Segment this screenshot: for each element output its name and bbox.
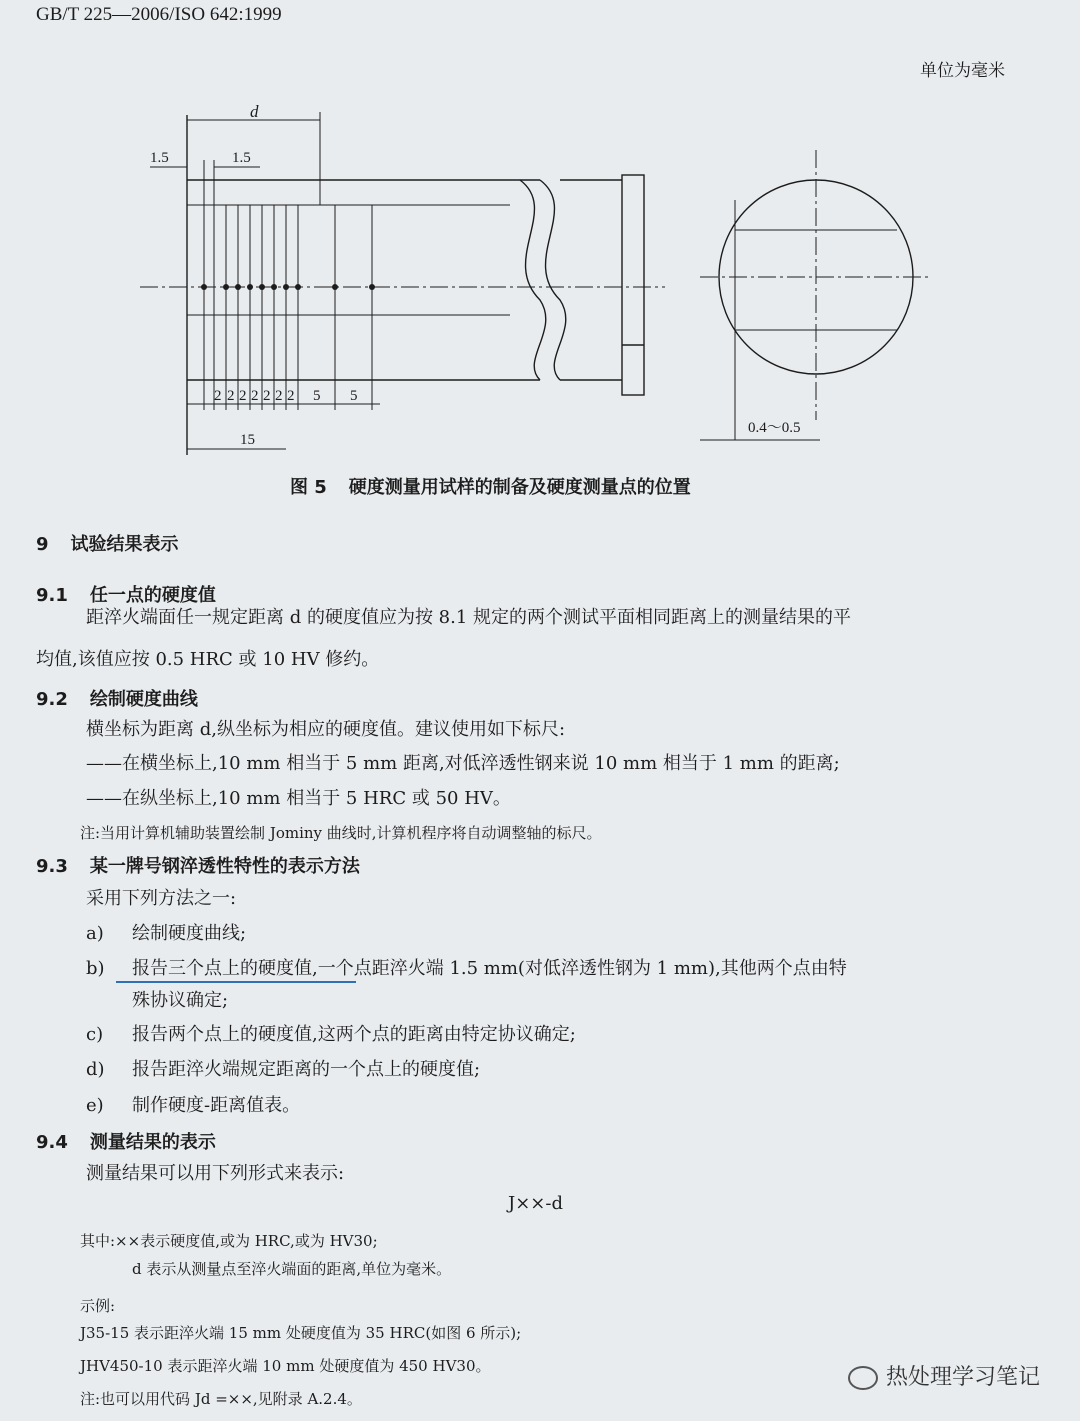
formula-where-2: d 表示从测量点至淬火端面的距离,单位为毫米。 [132, 1260, 452, 1278]
specimen-flange [622, 175, 644, 395]
wechat-icon [848, 1366, 878, 1390]
formula-where-1: 其中:××表示硬度值,或为 HRC,或为 HV30; [80, 1232, 378, 1250]
section-9-2-heading: 9.2 绘制硬度曲线 [36, 689, 198, 710]
unit-note: 单位为毫米 [920, 61, 1005, 81]
figure-caption [290, 473, 713, 499]
dim-right-1-5: 1.5 [232, 150, 251, 166]
section-9-1-line-1: 距淬火端面任一规定距离 d 的硬度值应为按 8.1 规定的两个测试平面相同距离上的测量结果的平 [86, 607, 852, 628]
svg-text:2: 2 [263, 388, 271, 404]
list-item-b: b) 报告三个点上的硬度值,一个点距淬火端 1.5 mm(对低淬透性钢为 1 mm),其他两个点由特 [86, 958, 847, 979]
list-item-e: e) 制作硬度-距离值表。 [86, 1095, 301, 1116]
svg-text:2: 2 [251, 388, 259, 404]
example-title: 示例: [80, 1297, 116, 1315]
list-item-a: a) 绘制硬度曲线; [86, 923, 247, 944]
section-9-3-intro: 采用下列方法之一: [86, 888, 237, 909]
section-9-3-heading: 9.3 某一牌号钢淬透性特性的表示方法 [36, 856, 360, 877]
figure-title: 硬度测量用试样的制备及硬度测量点的位置 [348, 477, 691, 498]
dim-twos [214, 388, 295, 404]
section-9-2-line-3: ——在纵坐标上,10 mm 相当于 5 HRC 或 50 HV。 [86, 788, 511, 809]
section-9-2-line-2: ——在横坐标上,10 mm 相当于 5 mm 距离,对低淬透性钢来说 10 mm 相当于 1 mm 的距离; [86, 753, 840, 774]
svg-text:2: 2 [214, 388, 222, 404]
example-1: J35-15 表示距淬火端 15 mm 处硬度值为 35 HRC(如图 6 所示); [80, 1324, 522, 1342]
svg-text:2: 2 [287, 388, 295, 404]
standard-header: GB/T 225—2006/ISO 642:1999 [36, 4, 282, 25]
break-line-2 [540, 180, 566, 380]
figure-number: 图 5 [290, 477, 327, 498]
example-2: JHV450-10 表示距淬火端 10 mm 处硬度值为 450 HV30。 [80, 1357, 491, 1375]
text-highlight-underline [116, 981, 356, 983]
section-9-2-line-1: 横坐标为距离 d,纵坐标为相应的硬度值。建议使用如下标尺: [86, 719, 566, 740]
list-item-d: d) 报告距淬火端规定距离的一个点上的硬度值; [86, 1059, 481, 1080]
section-9-1-line-2: 均值,该值应按 0.5 HRC 或 10 HV 修约。 [36, 649, 380, 670]
dim-fifteen: 15 [240, 432, 255, 448]
section-9-4-intro: 测量结果可以用下列形式来表示: [86, 1163, 345, 1184]
svg-text:2: 2 [239, 388, 247, 404]
section-9-4-note: 注:也可以用代码 Jd =××,见附录 A.2.4。 [80, 1390, 362, 1408]
section-9-1-heading: 9.1 任一点的硬度值 [36, 585, 216, 606]
watermark: 热处理学习笔记 [848, 1360, 1040, 1391]
break-line-1 [520, 180, 546, 380]
list-item-b-continued: 殊协议确定; [132, 990, 229, 1011]
section-9-2-note: 注:当用计算机辅助装置绘制 Jominy 曲线时,计算机程序将自动调整轴的标尺。 [80, 824, 602, 842]
svg-text:2: 2 [227, 388, 235, 404]
section-9-4-heading: 9.4 测量结果的表示 [36, 1132, 216, 1153]
dim-five-a: 5 [313, 388, 321, 404]
dim-d: d [250, 102, 259, 121]
section-9-heading: 9 试验结果表示 [36, 534, 179, 555]
formula: J××-d [508, 1193, 563, 1214]
specimen-figure [0, 0, 1080, 470]
dim-depth: 0.4～0.5 [748, 420, 801, 436]
dim-left-1-5: 1.5 [150, 150, 169, 166]
svg-text:2: 2 [275, 388, 283, 404]
dim-five-b: 5 [350, 388, 358, 404]
list-item-c: c) 报告两个点上的硬度值,这两个点的距离由特定协议确定; [86, 1024, 576, 1045]
